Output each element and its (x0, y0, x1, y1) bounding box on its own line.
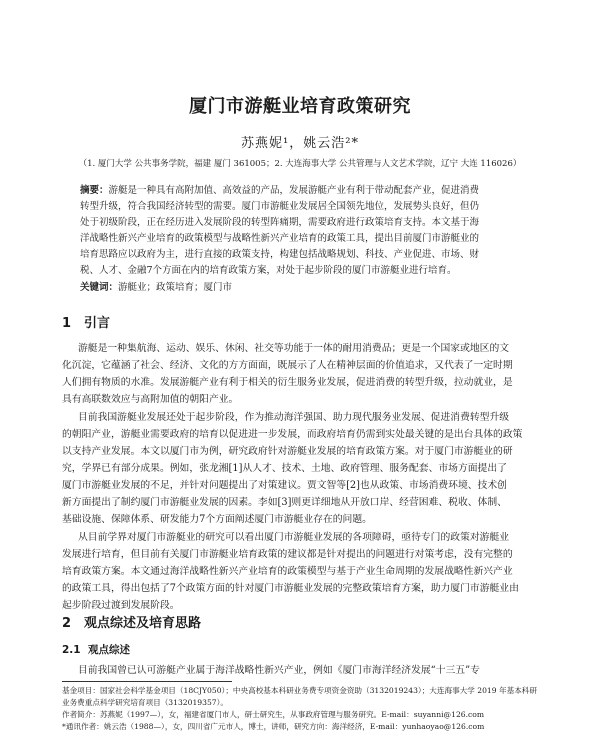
section-number: 1 (62, 316, 72, 331)
body-line: 新方面提出了制约厦门市游艇业发展的因素。李如[3]则更详细地从开放口岸、经营困难、税收、体制、 (62, 497, 507, 508)
section-title: 引言 (84, 316, 111, 331)
subsection-title: 观点综述 (88, 644, 130, 656)
body-line: 具有高联数效应与高附加值的朝阳产业。 (62, 394, 239, 405)
body-line: 化沉淀，它蕴涵了社会、经济、文化的方方面面，既展示了人在精神层面的价值追求，又代表了一定时期 (62, 360, 513, 371)
footnote-line: 作者简介：苏燕妮（1997—），女，福建省厦门市人，研士研究生，从事政府管理与服务研究。E-mail：suyanni@126.com (62, 710, 485, 719)
subsection-number: 2.1 (62, 644, 81, 656)
section-heading (62, 612, 201, 631)
section-title: 观点综述及培育思路 (84, 616, 202, 631)
keywords-line (80, 280, 550, 296)
abstract-line (80, 183, 550, 199)
abstract-line: 洋战略性新兴产业培育的政策模型与战略性新兴产业培育的政策工具，提出目前厦门市游艇业的 (80, 233, 480, 244)
section-heading (62, 312, 110, 331)
section-number: 2 (62, 616, 72, 631)
affiliation-line: （1. 厦门大学 公共事务学院，福建 厦门 361005；2. 大连海事大学 公共管理与人文艺术学院，辽宁 大连 116026） (78, 159, 522, 169)
keywords-label: 关键词： (80, 282, 119, 293)
footnote-line: *通讯作者：姚云浩（1988—），女，四川省广元市人，博士，讲师，研究方向：海洋经济，E-mail：yunhaoyao@126.com (62, 722, 485, 731)
body-line: 厦门市游艇业发展的不足，并针对问题提出了对策建议。贾文智等[2]也从政策、市场消费环境、技术创 (62, 480, 507, 491)
body-line: 以支持产业发展。本文以厦门市为例，研究政府针对游艇业发展的培育政策方案。对于厦门市游艇业的研 (62, 446, 513, 457)
paper-title: 厦门市游艇业培育政策研究 (189, 96, 411, 117)
abstract-line: 处于初级阶段，正在经历进入发展阶段的转型阵痛期，需要政府进行政策培育支持。本文基于海 (80, 217, 480, 228)
abstract-line: 税、人才、金融7个方面在内的培育政策方案，对处于起步阶段的厦门市游艇业进行培育。 (80, 265, 457, 276)
body-line: 游艇是一种集航海、运动、娱乐、休闲、社交等功能于一体的耐用消费品；更是一个国家或地区的文 (78, 343, 510, 354)
footnote-line: 业务费重点科学研究培育项目（3132019357）。 (62, 698, 229, 707)
body-line: 发展进行培育，但目前有关厦门市游艇业培育政策的建议都是针对提出的问题进行对策考虑，没有完整的 (62, 549, 513, 560)
footnote-line: 基金项目：国家社会科学基金项目（18CJY050）；中央高校基本科研业务费专项资金资助（3132019243）；大连海事大学 2019 年基本科研 (62, 686, 537, 695)
body-line: 的朝阳产业，游艇业需要政府的培育以促进进一步发展，而政府培育仍需到实处最关键的是出台具体的政策 (62, 429, 523, 440)
body-line: 目前我国游艇业发展还处于起步阶段，作为推动海洋强国、助力现代服务业发展、促进消费转型升级 (78, 412, 510, 423)
body-line: 目前我国曾已认可游艇产业属于海洋战略性新兴产业，例如《厦门市海洋经济发展“十三五”专 (78, 665, 480, 676)
body-line: 起步阶段过渡到发展阶段。 (62, 600, 180, 611)
body-line: 人们拥有物质的水准。发展游艇产业有利于相关的衍生服务业发展，促进消费的转型升级，拉动就业，是 (62, 377, 513, 388)
body-line: 基础设施、保障体系、研发能力7个方面阐述厦门市游艇业存在的问题。 (62, 514, 372, 525)
author-line: 苏燕妮¹，姚云浩²* (241, 136, 359, 151)
body-line: 究，学界已有部分成果。例如，张龙湘[1]从人才、技术、土地、政府管理、服务配套、市场方面提出了 (62, 463, 507, 474)
body-line: 培育政策方案。本文通过海洋战略性新兴产业培育的政策模型与基于产业生命周期的发展战略性新兴产业 (62, 566, 513, 577)
abstract-label: 摘要： (80, 185, 109, 196)
keywords-text: 游艇业；政策培育；厦门市 (118, 282, 233, 293)
footnote-rule (62, 681, 232, 682)
abstract-text: 游艇是一种具有高附加值、高效益的产品，发展游艇产业有利于带动配套产业，促进消费 (108, 185, 480, 196)
abstract-line: 转型升级，符合我国经济转型的需要。厦门市游艇业发展居全国领先地位，发展势头良好，但仍 (80, 201, 480, 212)
abstract-line: 培育思路应以政府为主，进行直接的政策支持，构建包括战略规划、科技、产业促进、市场、财 (80, 249, 480, 260)
body-line: 的政策工具，得出包括了7个政策方面的针对厦门市游艇业发展的完整政策培育方案，助力厦门市游艇业由 (62, 583, 519, 594)
body-line: 从目前学界对厦门市游艇业的研究可以看出厦门市游艇业发展的各项障碍，亟待专门的政策对游艇业 (78, 532, 510, 543)
subsection-heading (62, 642, 130, 657)
